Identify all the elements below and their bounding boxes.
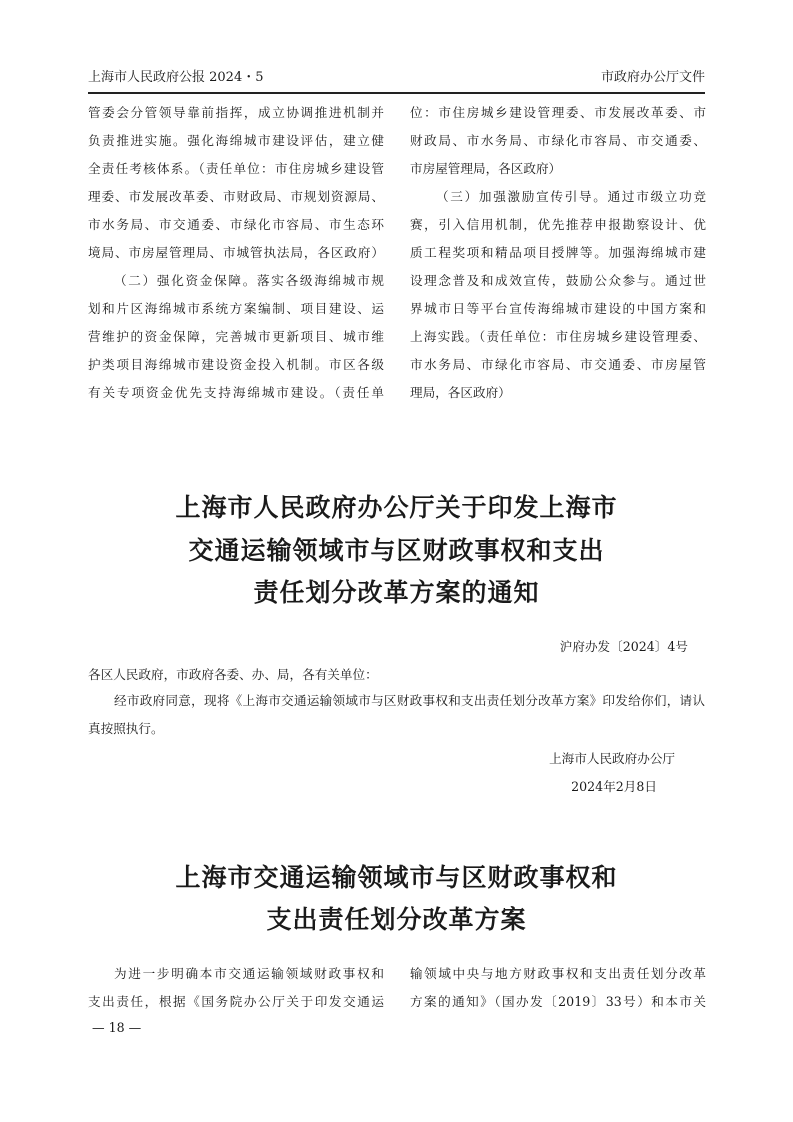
text-line: 全责任考核体系。（责任单位：市住房城乡建设管	[88, 161, 384, 176]
text-line: 位：市住房城乡建设管理委、市发展改革委、市	[410, 105, 706, 120]
plan-right-column	[410, 960, 706, 1016]
text-line: 有关专项资金优先支持海绵城市建设。（责任单	[88, 385, 384, 400]
text-line: 理局，各区政府）	[410, 385, 511, 400]
notice-body: 经市政府同意，现将《上海市交通运输领域市与区财政事权和支出责任划分改革方案》印发给你们，请认真按照执行。	[88, 693, 705, 736]
text-line: 市房屋管理局，各区政府）	[410, 161, 562, 176]
text-line: 财政局、市水务局、市绿化市容局、市交通委、	[410, 133, 706, 148]
text-line: 方案的通知》（国办发〔2019〕33号）和本市关	[410, 994, 706, 1009]
text-line: 划和片区海绵城市系统方案编制、项目建设、运	[88, 301, 384, 316]
page-number: — 18 —	[92, 1020, 142, 1035]
notice-title-line-1: 上海市人民政府办公厅关于印发上海市	[175, 493, 618, 522]
text-line: （二）强化资金保障。落实各级海绵城市规	[114, 273, 384, 288]
text-line: 赛，引入信用机制，优先推荐申报勘察设计、优	[410, 217, 706, 232]
issue-date: 2024年2月8日	[571, 779, 657, 794]
notice-title-line-3: 责任划分改革方案的通知	[253, 578, 540, 607]
text-line: 设理念普及和成效宣传，鼓励公众参与。通过世	[410, 273, 706, 288]
salutation: 各区人民政府，市政府各委、办、局，各有关单位：	[88, 667, 378, 682]
text-line: 界城市日等平台宣传海绵城市建设的中国方案和	[410, 301, 706, 316]
section-header: 市政府办公厅文件	[600, 70, 705, 85]
text-line: 输领域中央与地方财政事权和支出责任划分改革	[410, 966, 706, 981]
text-line: 管委会分管领导靠前指挥，成立协调推进机制并	[88, 105, 384, 120]
header-rule	[88, 92, 705, 94]
doc-number: 沪府办发〔2024〕4号	[559, 639, 688, 654]
notice-title-line-2: 交通运输领域市与区财政事权和支出	[188, 536, 605, 565]
text-line: （三）加强激励宣传引导。通过市级立功竞	[436, 189, 706, 204]
top-left-column	[88, 99, 384, 407]
plan-title-line-2: 支出责任划分改革方案	[266, 905, 527, 934]
plan-title-line-1: 上海市交通运输领域市与区财政事权和	[175, 863, 618, 892]
journal-header: 上海市人民政府公报 2024・5	[88, 70, 264, 85]
text-line: 市水务局、市绿化市容局、市交通委、市房屋管	[410, 357, 706, 372]
issuer: 上海市人民政府办公厅	[549, 751, 675, 766]
text-line: 护类项目海绵城市建设资金投入机制。市区各级	[88, 357, 384, 372]
top-right-column	[410, 99, 706, 407]
text-line: 负责推进实施。强化海绵城市建设评估，建立健	[88, 133, 384, 148]
text-line: 为进一步明确本市交通运输领域财政事权和	[114, 966, 384, 981]
text-line: 理委、市发展改革委、市财政局、市规划资源局、	[88, 189, 384, 204]
text-line: 上海实践。（责任单位：市住房城乡建设管理委、	[410, 329, 706, 344]
plan-left-column	[88, 960, 384, 1016]
text-line: 市水务局、市交通委、市绿化市容局、市生态环	[88, 217, 384, 232]
text-line: 质工程奖项和精品项目授牌等。加强海绵城市建	[410, 245, 706, 260]
text-line: 支出责任，根据《国务院办公厅关于印发交通运	[88, 994, 384, 1009]
text-line: 营维护的资金保障，完善城市更新项目、城市维	[88, 329, 384, 344]
text-line: 境局、市房屋管理局、市城管执法局，各区政府）	[88, 245, 384, 260]
